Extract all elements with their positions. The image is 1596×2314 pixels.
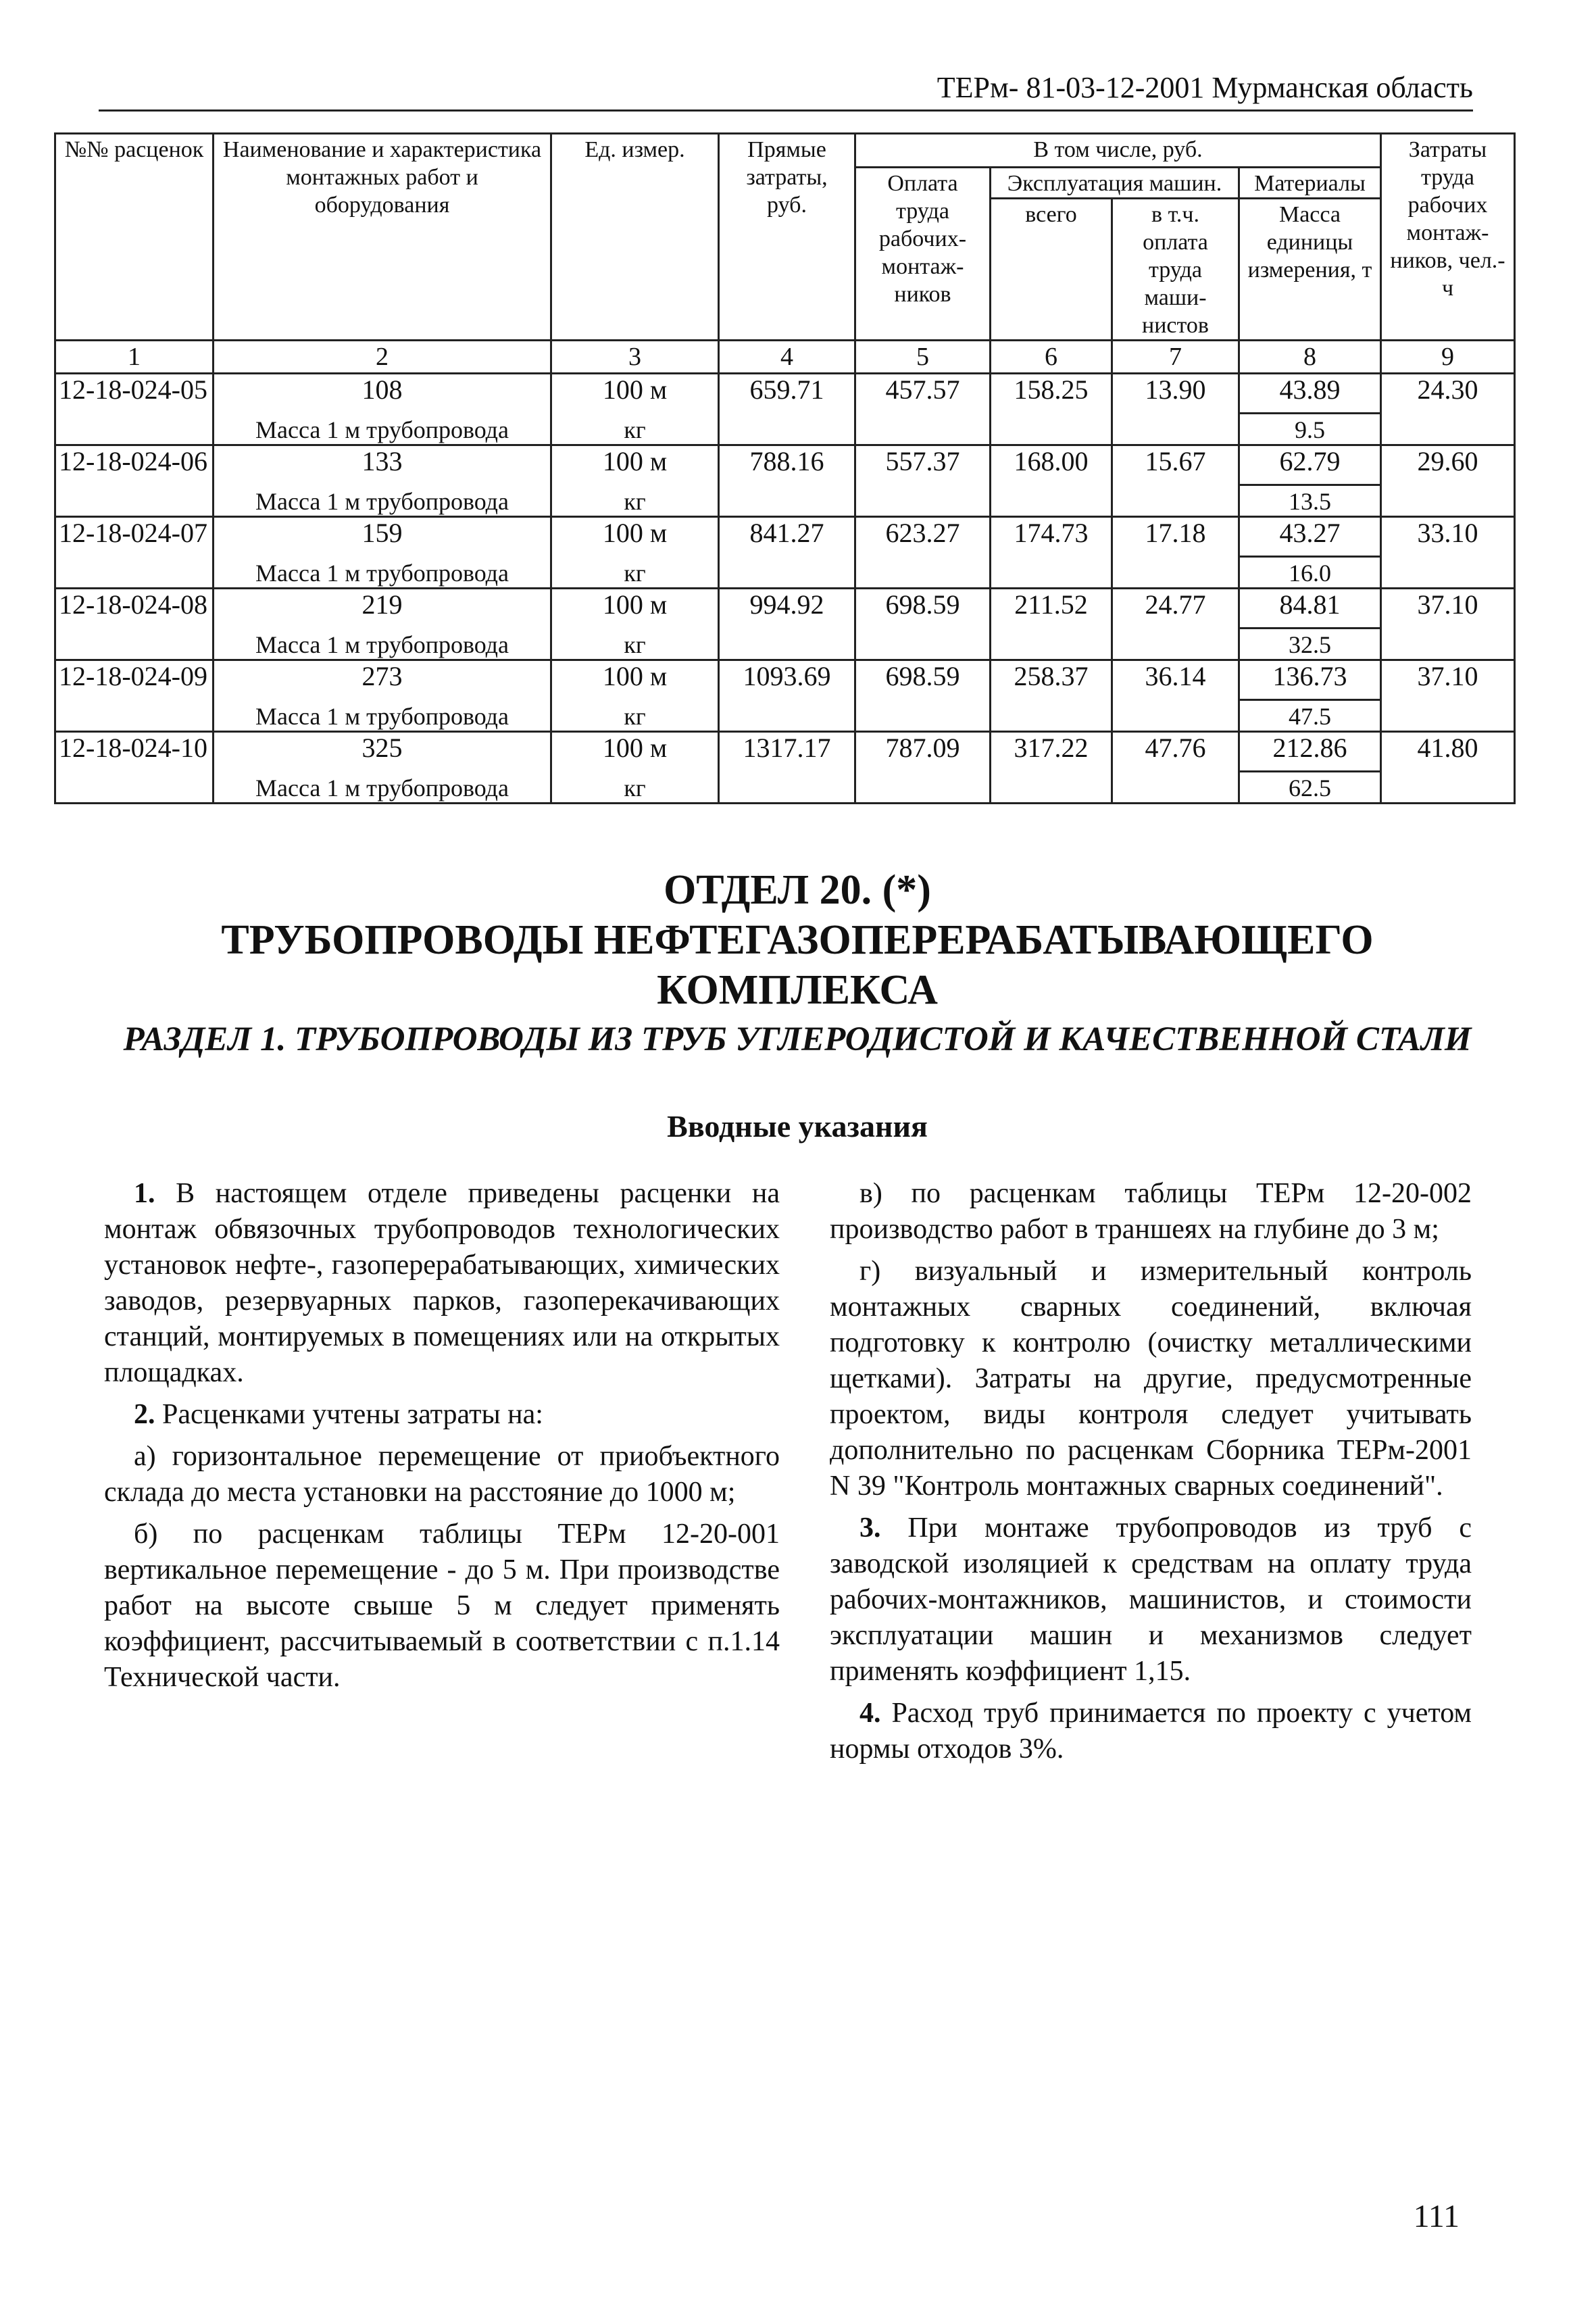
paragraph-text: При монтаже трубопроводов из труб с заводской изоляцией к средствам на оплату труда рабочих-монтажников, машинистов, и стоимости эксплуатации машин и механизмов следует применять коэффициент 1,15. (830, 1512, 1472, 1687)
paragraph (830, 1176, 1472, 1248)
column-number: 8 (1239, 341, 1381, 374)
header-machines-incl: в т.ч. оплата труда маши-нистов (1112, 199, 1239, 341)
paragraph (830, 1696, 1472, 1767)
machines-total: 317.22 (991, 732, 1112, 804)
machines-operator-pay: 13.90 (1112, 374, 1239, 445)
paragraph (830, 1254, 1472, 1504)
mass-value: 13.5 (1239, 485, 1381, 517)
materials-cost: 43.27 (1239, 517, 1381, 557)
table-row (55, 517, 1515, 557)
paragraph-number: 1. (134, 1178, 155, 1209)
table-row (55, 374, 1515, 414)
mass-unit: кг (551, 629, 719, 660)
labor-hours: 29.60 (1381, 445, 1515, 517)
direct-costs: 659.71 (719, 374, 855, 445)
materials-cost: 62.79 (1239, 445, 1381, 485)
paragraph-number: 4. (859, 1698, 881, 1729)
materials-cost: 84.81 (1239, 589, 1381, 629)
section-title-line-1: ОТДЕЛ 20. (*) (664, 867, 931, 913)
unit: 100 м (551, 374, 719, 414)
pipe-diameter: 133 (214, 445, 551, 485)
mass-value: 62.5 (1239, 772, 1381, 804)
paragraph-text: Расценками учтены затраты на: (155, 1399, 543, 1430)
labor-pay: 623.27 (855, 517, 991, 589)
materials-cost: 212.86 (1239, 732, 1381, 772)
mass-label: Масса 1 м трубопровода (214, 557, 551, 589)
mass-value: 47.5 (1239, 700, 1381, 732)
header-machines: Эксплуатация машин. (991, 168, 1239, 199)
paragraph-text: б) по расценкам таблицы ТЕРм 12-20-001 вертикальное перемещение - до 5 м. При производстве работ на высоте свыше 5 м следует применять коэффициент, рассчитываемый в соответствии с п.1.14 Технической части. (104, 1519, 780, 1693)
mass-label: Масса 1 м трубопровода (214, 772, 551, 804)
labor-hours: 37.10 (1381, 660, 1515, 732)
paragraph (104, 1176, 780, 1391)
left-text-column (104, 1176, 780, 1702)
paragraph-number: 3. (859, 1512, 881, 1544)
mass-label: Масса 1 м трубопровода (214, 414, 551, 445)
header-name: Наименование и характеристика монтажных работ и оборудования (214, 134, 551, 341)
running-header: ТЕРм- 81-03-12-2001 Мурманская область (937, 71, 1473, 104)
mass-unit: кг (551, 772, 719, 804)
direct-costs: 1093.69 (719, 660, 855, 732)
section-title-line-3: КОМПЛЕКСА (657, 967, 938, 1013)
header-direct: Прямые затраты, руб. (719, 134, 855, 341)
paragraph-text: В настоящем отделе приведены расценки на монтаж обвязочных трубопроводов технологических установок нефте-, газоперерабатывающих, химических заводов, резервуарных парков, газоперекачивающих станций, монтируемых в помещениях или на открытых площадках. (104, 1178, 780, 1388)
header-labor: Затраты труда рабочих монтаж-ников, чел.-ч (1381, 134, 1515, 341)
labor-pay: 698.59 (855, 589, 991, 660)
column-number: 3 (551, 341, 719, 374)
column-number: 6 (991, 341, 1112, 374)
table-row (55, 445, 1515, 485)
rates-table (54, 132, 1516, 804)
mass-label: Масса 1 м трубопровода (214, 700, 551, 732)
rate-code: 12-18-024-10 (55, 732, 214, 804)
mass-unit: кг (551, 485, 719, 517)
unit: 100 м (551, 660, 719, 700)
subsection-title: РАЗДЕЛ 1. ТРУБОПРОВОДЫ ИЗ ТРУБ УГЛЕРОДИСТОЙ И КАЧЕСТВЕННОЙ СТАЛИ (123, 1020, 1472, 1058)
materials-cost: 136.73 (1239, 660, 1381, 700)
paragraph-text: в) по расценкам таблицы ТЕРм 12-20-002 производство работ в траншеях на глубине до 3 м; (830, 1178, 1472, 1245)
mass-label: Масса 1 м трубопровода (214, 629, 551, 660)
materials-cost: 43.89 (1239, 374, 1381, 414)
labor-hours: 37.10 (1381, 589, 1515, 660)
unit: 100 м (551, 589, 719, 629)
unit: 100 м (551, 445, 719, 485)
labor-pay: 787.09 (855, 732, 991, 804)
paragraph (830, 1510, 1472, 1690)
machines-total: 168.00 (991, 445, 1112, 517)
rate-code: 12-18-024-08 (55, 589, 214, 660)
column-number: 1 (55, 341, 214, 374)
rate-code: 12-18-024-06 (55, 445, 214, 517)
rate-code: 12-18-024-09 (55, 660, 214, 732)
pipe-diameter: 108 (214, 374, 551, 414)
intro-title: Вводные указания (667, 1109, 928, 1143)
machines-operator-pay: 17.18 (1112, 517, 1239, 589)
header-incl: В том числе, руб. (855, 134, 1381, 168)
unit: 100 м (551, 517, 719, 557)
pipe-diameter: 219 (214, 589, 551, 629)
direct-costs: 1317.17 (719, 732, 855, 804)
paragraph-text: а) горизонтальное перемещение от приобъектного склада до места установки на расстояние до 1000 м; (104, 1441, 780, 1508)
machines-operator-pay: 24.77 (1112, 589, 1239, 660)
column-number: 9 (1381, 341, 1515, 374)
section-title-line-2: ТРУБОПРОВОДЫ НЕФТЕГАЗОПЕРЕРАБАТЫВАЮЩЕГО (221, 917, 1374, 963)
machines-operator-pay: 47.76 (1112, 732, 1239, 804)
header-labor-pay: Оплата труда рабочих-монтаж-ников (855, 168, 991, 341)
paragraph (104, 1517, 780, 1696)
header-code: №№ расценок (55, 134, 214, 341)
mass-unit: кг (551, 557, 719, 589)
paragraph (104, 1397, 780, 1433)
direct-costs: 994.92 (719, 589, 855, 660)
direct-costs: 841.27 (719, 517, 855, 589)
labor-hours: 24.30 (1381, 374, 1515, 445)
unit: 100 м (551, 732, 719, 772)
column-number: 4 (719, 341, 855, 374)
table-row (55, 732, 1515, 772)
paragraph-text: г) визуальный и измерительный контроль монтажных сварных соединений, включая подготовку к контролю (очистку металлическими щетками). Затраты на другие, предусмотренные проектом, виды контроля следует учитывать дополнительно по расценкам Сборника ТЕРм-2001 N 39 "Контроль монтажных сварных соединений". (830, 1256, 1472, 1502)
header-rule (99, 109, 1473, 112)
direct-costs: 788.16 (719, 445, 855, 517)
labor-hours: 33.10 (1381, 517, 1515, 589)
header-machines-total: всего (991, 199, 1112, 341)
labor-hours: 41.80 (1381, 732, 1515, 804)
machines-operator-pay: 15.67 (1112, 445, 1239, 517)
machines-total: 258.37 (991, 660, 1112, 732)
pipe-diameter: 273 (214, 660, 551, 700)
header-unit: Ед. измер. (551, 134, 719, 341)
column-number: 5 (855, 341, 991, 374)
right-text-column (830, 1176, 1472, 1773)
pipe-diameter: 325 (214, 732, 551, 772)
machines-total: 158.25 (991, 374, 1112, 445)
paragraph-number: 2. (134, 1399, 155, 1430)
machines-total: 211.52 (991, 589, 1112, 660)
mass-label: Масса 1 м трубопровода (214, 485, 551, 517)
pipe-diameter: 159 (214, 517, 551, 557)
labor-pay: 457.57 (855, 374, 991, 445)
mass-unit: кг (551, 700, 719, 732)
table-row (55, 660, 1515, 700)
rate-code: 12-18-024-07 (55, 517, 214, 589)
labor-pay: 698.59 (855, 660, 991, 732)
labor-pay: 557.37 (855, 445, 991, 517)
mass-unit: кг (551, 414, 719, 445)
table-row (55, 589, 1515, 629)
column-number: 7 (1112, 341, 1239, 374)
column-numbers-row (55, 341, 1515, 374)
paragraph-text: Расход труб принимается по проекту с учетом нормы отходов 3%. (830, 1698, 1472, 1765)
paragraph (104, 1439, 780, 1510)
mass-value: 16.0 (1239, 557, 1381, 589)
machines-operator-pay: 36.14 (1112, 660, 1239, 732)
header-materials: Материалы (1239, 168, 1381, 199)
header-mass: Масса единицы измерения, т (1239, 199, 1381, 341)
page-number: 111 (1413, 2198, 1460, 2234)
column-number: 2 (214, 341, 551, 374)
rate-code: 12-18-024-05 (55, 374, 214, 445)
mass-value: 32.5 (1239, 629, 1381, 660)
machines-total: 174.73 (991, 517, 1112, 589)
mass-value: 9.5 (1239, 414, 1381, 445)
